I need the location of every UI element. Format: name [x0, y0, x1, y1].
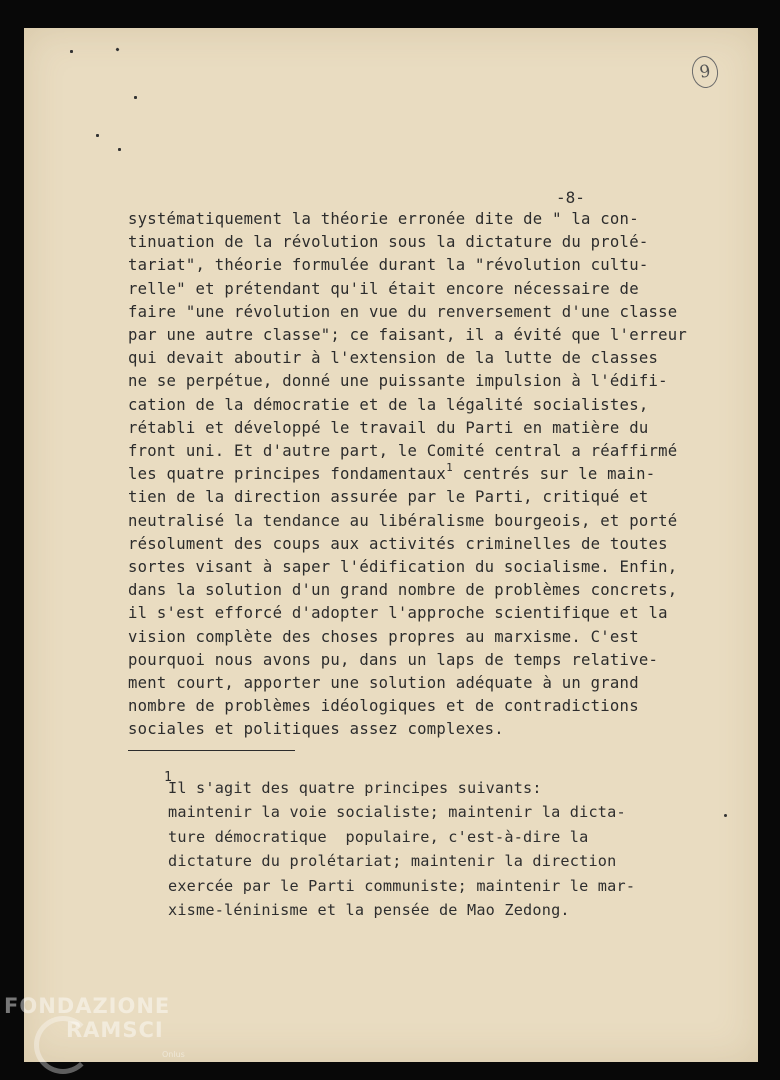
text-segment: centrés sur le main-	[452, 465, 656, 484]
text-line: systématiquement la théorie erronée dite de " la con-	[128, 210, 639, 228]
footnote-line: exercée par le Parti communiste; maintenir le mar-	[168, 876, 636, 895]
document-page	[24, 28, 758, 1062]
footnote-separator	[128, 750, 295, 751]
text-line: sociales et politiques assez complexes.	[128, 720, 504, 739]
text-segment: les quatre principes fondamentaux	[128, 465, 447, 484]
footnote-line: ture démocratique populaire, c'est-à-dire la	[168, 827, 589, 846]
text-line: sortes visant à saper l'édification du socialisme. Enfin,	[128, 558, 678, 577]
text-line: tien de la direction assurée par le Parti, critiqué et	[128, 488, 649, 507]
text-line: nombre de problèmes idéologiques et de contradictions	[128, 697, 639, 716]
text-line: ne se perpétue, donné une puissante impulsion à l'édifi-	[128, 372, 668, 391]
stray-mark	[724, 814, 727, 817]
text-line: relle" et prétendant qu'il était encore nécessaire de	[128, 279, 639, 298]
archive-watermark-logo	[4, 994, 204, 1078]
watermark-line-3: Onlus	[162, 1050, 185, 1059]
text-line: résolument des coups aux activités criminelles de toutes	[128, 534, 668, 553]
body-paragraph	[128, 208, 688, 742]
text-line: dans la solution d'un grand nombre de problèmes concrets,	[128, 581, 678, 600]
page-number: -8-	[556, 188, 585, 207]
footnote-marker: 1	[164, 770, 173, 785]
footnote-line: Il s'agit des quatre principes suivants:	[168, 779, 542, 797]
folio-stamp: 9	[690, 54, 720, 89]
text-line: ment court, apporter une solution adéquate à un grand	[128, 674, 639, 693]
footnote-line: xisme-léninisme et la pensée de Mao Zedong.	[168, 901, 570, 920]
text-line: faire "une révolution en vue du renversement d'une classe	[128, 302, 678, 321]
text-line: pourquoi nous avons pu, dans un laps de temps relative-	[128, 650, 659, 669]
footnote	[164, 770, 668, 922]
watermark-line-2: RAMSCI	[66, 1018, 164, 1042]
footnote-line: maintenir la voie socialiste; maintenir la dicta-	[168, 803, 626, 822]
text-line: neutralisé la tendance au libéralisme bourgeois, et porté	[128, 511, 678, 530]
text-line: par une autre classe"; ce faisant, il a évité que l'erreur	[128, 326, 688, 345]
text-line: cation de la démocratie et de la légalité socialistes,	[128, 395, 649, 414]
footnote-line: dictature du prolétariat; maintenir la direction	[168, 852, 617, 871]
footnote-reference: 1	[446, 461, 453, 475]
text-line-with-footnote	[128, 463, 688, 486]
text-line: front uni. Et d'autre part, le Comité central a réaffirmé	[128, 442, 678, 461]
text-line: tinuation de la révolution sous la dictature du prolé-	[128, 233, 649, 252]
text-line: qui devait aboutir à l'extension de la lutte de classes	[128, 349, 659, 368]
watermark-line-1: FONDAZIONE	[4, 994, 171, 1018]
text-line: vision complète des choses propres au marxisme. C'est	[128, 627, 639, 646]
text-line: il s'est efforcé d'adopter l'approche scientifique et la	[128, 604, 668, 623]
text-line: rétabli et développé le travail du Parti en matière du	[128, 418, 649, 437]
punch-marks	[68, 48, 148, 158]
text-line: tariat", théorie formulée durant la "révolution cultu-	[128, 256, 649, 275]
